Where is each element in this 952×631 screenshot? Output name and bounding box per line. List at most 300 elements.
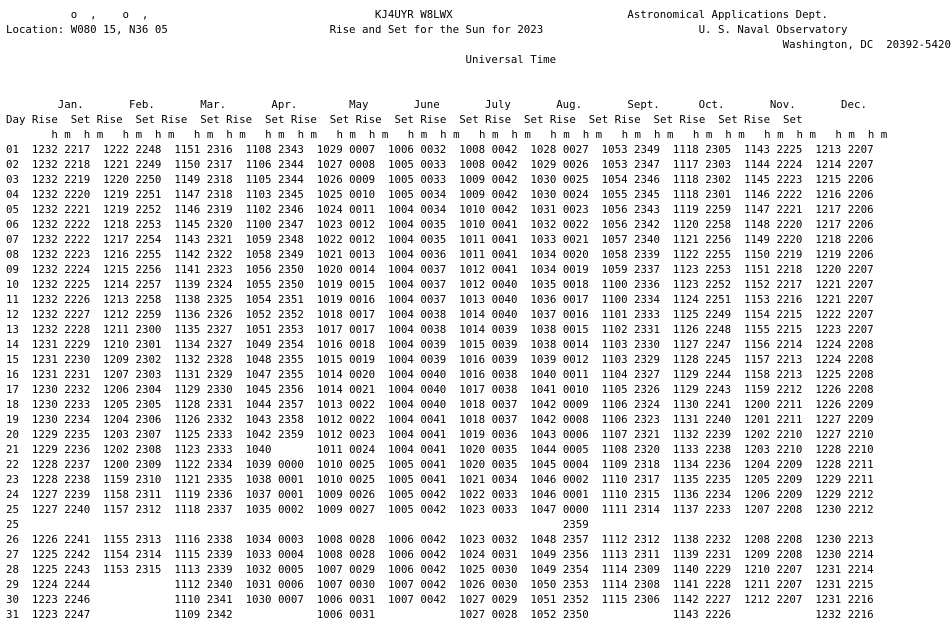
rise-time: 1108 xyxy=(245,143,272,156)
table-row xyxy=(6,337,951,352)
set-time: 2321 xyxy=(206,233,233,246)
rise-time: 1142 xyxy=(174,248,201,261)
rise-time: 1212 xyxy=(744,593,770,606)
rise-time: 1232 xyxy=(31,248,58,261)
day-number: 24 xyxy=(6,488,19,501)
set-time: 0038 xyxy=(491,368,518,381)
minute-unit: m xyxy=(491,128,499,141)
month-header-row xyxy=(6,97,951,112)
table-row xyxy=(6,157,951,172)
rise-time: 1027 xyxy=(459,608,486,621)
set-time: 0035 xyxy=(420,218,447,231)
set-time: 0041 xyxy=(491,248,518,261)
set-time: 0023 xyxy=(349,428,376,441)
set-time: 0024 xyxy=(562,188,589,201)
rise-time: 1149 xyxy=(744,233,770,246)
rise-time: 1110 xyxy=(601,473,628,486)
rise-time: 1200 xyxy=(744,398,770,411)
hour-unit: h xyxy=(796,128,804,141)
rise-time: 1122 xyxy=(174,458,201,471)
rise-time: 1004 xyxy=(388,293,414,306)
set-time: 2326 xyxy=(634,383,660,396)
set-time: 2337 xyxy=(206,503,233,516)
rise-time: 1054 xyxy=(245,293,272,306)
minute-unit: m xyxy=(206,128,214,141)
rise-time: 1221 xyxy=(815,278,842,291)
set-time: 2356 xyxy=(277,383,304,396)
set-time xyxy=(634,518,660,531)
rise-time: 1112 xyxy=(601,533,628,546)
rise-time: 1230 xyxy=(31,413,58,426)
set-time: 2210 xyxy=(847,428,874,441)
set-time: 2346 xyxy=(277,203,304,216)
set-time: 0025 xyxy=(562,173,589,186)
set-time: 0006 xyxy=(562,428,589,441)
set-time: 2214 xyxy=(776,338,803,351)
set-time: 2247 xyxy=(705,338,732,351)
set-time: 2303 xyxy=(135,368,162,381)
rise-time: 1121 xyxy=(174,473,201,486)
rise-time: 1203 xyxy=(103,428,130,441)
set-time: 2349 xyxy=(277,248,304,261)
set-time: 2208 xyxy=(847,353,874,366)
set-time xyxy=(278,608,304,621)
set-time: 2215 xyxy=(776,308,803,321)
rise-time: 1158 xyxy=(744,368,770,381)
set-time: 0015 xyxy=(562,323,589,336)
rise-time: 1131 xyxy=(672,413,699,426)
set-time: 2221 xyxy=(776,203,803,216)
rise-time: 1013 xyxy=(459,293,486,306)
set-time: 2239 xyxy=(64,488,91,501)
unit-label-row xyxy=(6,127,951,142)
set-time: 0037 xyxy=(420,278,447,291)
rise-time: 1030 xyxy=(245,593,272,606)
rise-time: 1007 xyxy=(388,593,414,606)
rise-time: 1040 xyxy=(245,443,272,456)
rise-time: 1019 xyxy=(316,278,343,291)
rise-time: 1154 xyxy=(103,548,130,561)
rise-time: 1136 xyxy=(672,488,699,501)
set-time: 2208 xyxy=(776,533,803,546)
set-label: Set xyxy=(718,113,738,126)
rise-time: 1120 xyxy=(672,218,699,231)
month-label: Mar. xyxy=(187,98,246,111)
rise-time: 1201 xyxy=(744,413,770,426)
rise-time xyxy=(103,608,129,621)
set-time: 2358 xyxy=(277,413,304,426)
set-time: 2255 xyxy=(705,248,732,261)
set-time: 2307 xyxy=(135,428,162,441)
rise-time: 1218 xyxy=(103,218,130,231)
rise-time: 1011 xyxy=(459,233,486,246)
rise-time: 1146 xyxy=(174,203,201,216)
rise-time xyxy=(246,608,272,621)
rise-time: 1150 xyxy=(744,248,770,261)
rise-time: 1230 xyxy=(31,398,58,411)
set-time: 2215 xyxy=(776,323,803,336)
day-number: 27 xyxy=(6,548,19,561)
header-line-1 xyxy=(6,7,951,22)
table-row xyxy=(6,427,951,442)
rise-time: 1230 xyxy=(815,548,842,561)
set-time: 0038 xyxy=(420,308,447,321)
rise-time: 1232 xyxy=(31,323,58,336)
set-time: 2206 xyxy=(847,188,874,201)
set-time: 0035 xyxy=(420,233,447,246)
set-time: 2322 xyxy=(206,248,233,261)
set-time: 2312 xyxy=(135,503,162,516)
rise-time: 1204 xyxy=(103,413,130,426)
set-time: 0033 xyxy=(491,488,518,501)
table-row xyxy=(6,487,951,502)
month-label: Oct. xyxy=(685,98,744,111)
hour-unit: h xyxy=(440,128,447,141)
rise-time: 1125 xyxy=(174,428,201,441)
rise-label: Rise xyxy=(226,113,253,126)
set-time: 2233 xyxy=(64,398,91,411)
set-time: 2243 xyxy=(64,563,91,576)
day-number: 15 xyxy=(6,353,19,366)
rise-time: 1217 xyxy=(815,203,842,216)
rise-time: 1023 xyxy=(459,503,486,516)
set-time: 0028 xyxy=(349,548,376,561)
set-time: 2206 xyxy=(847,233,874,246)
set-time: 2213 xyxy=(776,368,803,381)
set-time: 2342 xyxy=(206,608,233,621)
set-time: 2222 xyxy=(64,218,91,231)
rise-time: 1005 xyxy=(388,473,414,486)
rise-time: 1155 xyxy=(744,323,770,336)
rise-time: 1225 xyxy=(31,563,58,576)
table-row xyxy=(6,142,951,157)
rise-time: 1056 xyxy=(601,218,628,231)
table-row xyxy=(6,217,951,232)
set-time: 2222 xyxy=(776,188,803,201)
rise-time: 1211 xyxy=(744,578,770,591)
rise-time: 1049 xyxy=(530,563,557,576)
table-row xyxy=(6,562,951,577)
rise-time: 1103 xyxy=(601,338,628,351)
rise-time: 1232 xyxy=(31,233,58,246)
set-time: 0012 xyxy=(349,233,376,246)
rise-time: 1110 xyxy=(601,488,628,501)
set-time: 2306 xyxy=(634,593,660,606)
set-time: 2258 xyxy=(135,293,162,306)
rise-time: 1130 xyxy=(672,398,699,411)
rise-time: 1023 xyxy=(316,218,343,231)
table-row xyxy=(6,307,951,322)
rise-time: 1129 xyxy=(672,383,699,396)
hour-unit: h xyxy=(368,128,376,141)
set-time: 0012 xyxy=(562,353,589,366)
rise-time: 1046 xyxy=(530,473,557,486)
rise-time: 1051 xyxy=(245,323,272,336)
table-row xyxy=(6,397,951,412)
rise-time: 1132 xyxy=(672,428,699,441)
rise-time: 1119 xyxy=(672,203,699,216)
rise-time: 1048 xyxy=(245,353,272,366)
set-time: 0023 xyxy=(562,203,589,216)
set-time: 2327 xyxy=(206,323,233,336)
set-time xyxy=(278,518,304,531)
hour-unit: h xyxy=(51,128,58,141)
set-time: 0026 xyxy=(349,488,376,501)
rise-time: 1206 xyxy=(103,383,130,396)
rise-time: 1214 xyxy=(103,278,130,291)
set-time: 2246 xyxy=(64,593,91,606)
rise-time xyxy=(459,518,485,531)
rise-time: 1118 xyxy=(672,188,699,201)
rise-time: 1138 xyxy=(672,533,699,546)
rise-time: 1029 xyxy=(530,158,557,171)
set-time: 2207 xyxy=(847,323,874,336)
rise-label: Rise xyxy=(614,113,641,126)
minute-unit: m xyxy=(64,128,71,141)
set-time: 2349 xyxy=(634,143,660,156)
set-time: 0034 xyxy=(420,188,447,201)
rise-time: 1053 xyxy=(601,158,628,171)
minute-unit: m xyxy=(777,128,784,141)
set-time: 2209 xyxy=(776,473,803,486)
rise-time: 1038 xyxy=(530,323,557,336)
rise-time: 1100 xyxy=(601,293,628,306)
minute-unit: m xyxy=(453,128,460,141)
rise-time: 1004 xyxy=(388,248,414,261)
rise-time: 1225 xyxy=(815,368,842,381)
rise-time: 1230 xyxy=(31,383,58,396)
rise-time: 1105 xyxy=(245,173,272,186)
set-time: 0039 xyxy=(491,353,518,366)
rise-time: 1015 xyxy=(316,353,343,366)
rise-time: 1122 xyxy=(672,248,699,261)
minute-unit: m xyxy=(524,128,531,141)
rise-time: 1045 xyxy=(245,383,272,396)
set-label: Set xyxy=(70,113,91,126)
hour-unit: h xyxy=(479,128,486,141)
rise-time xyxy=(602,518,628,531)
rise-time: 1223 xyxy=(31,593,58,606)
set-time: 2247 xyxy=(64,608,91,621)
rise-label: Rise xyxy=(549,113,576,126)
set-time: 2243 xyxy=(705,383,732,396)
rise-time: 1143 xyxy=(744,143,770,156)
rise-time: 1034 xyxy=(530,248,557,261)
hour-unit: h xyxy=(336,128,343,141)
set-time: 2351 xyxy=(277,293,304,306)
day-number: 02 xyxy=(6,158,19,171)
set-time: 0005 xyxy=(562,443,589,456)
rise-time: 1004 xyxy=(388,323,414,336)
set-time: 2238 xyxy=(64,473,91,486)
set-time: 0041 xyxy=(491,233,518,246)
rise-time: 1031 xyxy=(530,203,557,216)
set-time: 2229 xyxy=(64,338,91,351)
set-time: 2355 xyxy=(277,368,304,381)
set-time: 0012 xyxy=(349,218,376,231)
rise-time: 1026 xyxy=(459,578,486,591)
rise-time: 1117 xyxy=(672,158,699,171)
table-row xyxy=(6,292,951,307)
set-time: 0042 xyxy=(420,593,447,606)
day-number: 14 xyxy=(6,338,19,351)
rise-time: 1058 xyxy=(245,248,272,261)
rise-time: 1232 xyxy=(815,608,842,621)
rise-time: 1005 xyxy=(388,158,414,171)
rise-time: 1004 xyxy=(388,278,414,291)
rise-time: 1030 xyxy=(530,188,557,201)
rise-time: 1042 xyxy=(530,398,557,411)
rise-time: 1207 xyxy=(103,368,130,381)
rise-time: 1222 xyxy=(103,143,130,156)
set-time: 2353 xyxy=(562,578,589,591)
set-time: 2341 xyxy=(206,593,233,606)
rise-time: 1159 xyxy=(103,473,130,486)
set-time: 2324 xyxy=(206,278,233,291)
rise-time: 1113 xyxy=(601,548,628,561)
set-time: 2355 xyxy=(277,353,304,366)
set-time: 0031 xyxy=(349,608,376,621)
rise-time xyxy=(602,608,628,621)
minute-unit: m xyxy=(310,128,318,141)
set-time: 2300 xyxy=(135,323,162,336)
table-row xyxy=(6,442,951,457)
set-time: 2302 xyxy=(135,353,162,366)
set-time: 0041 xyxy=(491,218,518,231)
set-time: 0024 xyxy=(349,443,376,456)
rise-time: 1037 xyxy=(245,488,272,501)
day-number: 12 xyxy=(6,308,19,321)
set-time: 0042 xyxy=(420,488,447,501)
rise-label: Rise xyxy=(420,113,447,126)
rise-time: 1035 xyxy=(530,278,557,291)
set-time: 2357 xyxy=(562,533,589,546)
set-time: 2257 xyxy=(135,278,162,291)
rise-time: 1032 xyxy=(530,218,557,231)
rise-time: 1034 xyxy=(530,263,557,276)
rise-time: 1006 xyxy=(388,143,414,156)
set-time: 2340 xyxy=(206,578,233,591)
day-number: 25 xyxy=(6,518,19,531)
set-time: 0042 xyxy=(491,158,518,171)
table-row xyxy=(6,262,951,277)
day-number: 01 xyxy=(6,143,19,156)
month-label: May xyxy=(329,98,388,111)
month-label: Jan. xyxy=(44,98,104,111)
rise-time: 1050 xyxy=(530,578,557,591)
set-time: 2224 xyxy=(776,158,803,171)
set-time: 2234 xyxy=(64,413,91,426)
table-row xyxy=(6,517,951,532)
rise-time: 1232 xyxy=(31,158,58,171)
rise-time: 1142 xyxy=(672,593,699,606)
rise-time: 1219 xyxy=(103,203,130,216)
set-time: 0036 xyxy=(420,248,447,261)
set-time: 2217 xyxy=(64,143,91,156)
set-time: 2208 xyxy=(847,368,874,381)
set-time: 2214 xyxy=(847,548,874,561)
day-number: 19 xyxy=(6,413,19,426)
set-time: 0002 xyxy=(562,473,589,486)
set-time: 0037 xyxy=(491,398,518,411)
set-time: 0042 xyxy=(420,533,447,546)
rise-time: 1232 xyxy=(31,173,58,186)
rise-time: 1058 xyxy=(601,248,628,261)
rise-time: 1215 xyxy=(815,173,842,186)
set-time: 2356 xyxy=(562,548,589,561)
set-time: 2311 xyxy=(634,548,660,561)
rise-time: 1021 xyxy=(459,473,486,486)
set-time: 0027 xyxy=(349,503,376,516)
rise-time: 1231 xyxy=(815,563,842,576)
set-time: 2206 xyxy=(847,248,874,261)
rise-time: 1141 xyxy=(174,263,201,276)
rise-time: 1020 xyxy=(459,443,486,456)
set-time: 0042 xyxy=(420,578,447,591)
rise-time xyxy=(103,593,129,606)
day-number: 20 xyxy=(6,428,19,441)
set-time: 2331 xyxy=(206,398,233,411)
set-time: 2309 xyxy=(634,563,660,576)
rise-time: 1106 xyxy=(601,398,628,411)
set-time: 0010 xyxy=(349,188,376,201)
rise-time: 1208 xyxy=(744,533,770,546)
rise-time: 1027 xyxy=(316,158,343,171)
set-time: 2318 xyxy=(206,188,233,201)
set-time: 2308 xyxy=(634,578,660,591)
rise-time: 1129 xyxy=(174,383,201,396)
set-time: 2350 xyxy=(277,263,304,276)
rise-time: 1232 xyxy=(31,218,58,231)
set-time: 2320 xyxy=(206,218,233,231)
rise-time: 1145 xyxy=(744,173,770,186)
rise-time: 1010 xyxy=(459,203,486,216)
rise-time xyxy=(673,518,699,531)
rise-time: 1123 xyxy=(672,278,699,291)
hour-unit: h xyxy=(692,128,700,141)
rise-time: 1124 xyxy=(672,293,699,306)
rise-time: 1232 xyxy=(31,278,58,291)
rise-time: 1102 xyxy=(601,323,628,336)
set-time: 2339 xyxy=(206,548,233,561)
set-time: 0008 xyxy=(562,413,589,426)
rise-time: 1004 xyxy=(388,398,414,411)
set-time: 2206 xyxy=(847,203,874,216)
hour-unit: h xyxy=(725,128,732,141)
rise-time: 1149 xyxy=(174,173,201,186)
rise-time: 1010 xyxy=(316,458,343,471)
set-time: 2235 xyxy=(64,428,91,441)
rise-time xyxy=(103,518,129,531)
set-time: 0006 xyxy=(277,578,304,591)
table-row xyxy=(6,577,951,592)
rise-label: Rise xyxy=(31,113,58,126)
blank-line xyxy=(6,82,951,97)
set-time: 2253 xyxy=(135,218,162,231)
set-time: 2206 xyxy=(847,173,874,186)
set-time: 2251 xyxy=(705,293,732,306)
rise-time: 1229 xyxy=(31,443,58,456)
day-number: 05 xyxy=(6,203,19,216)
rise-time: 1007 xyxy=(316,563,343,576)
rise-time: 1232 xyxy=(31,188,58,201)
minute-unit: m xyxy=(349,128,356,141)
station-callsign: KJ4UYR W8LWX xyxy=(374,8,453,21)
set-time: 2343 xyxy=(634,203,660,216)
rise-time xyxy=(744,518,770,531)
rise-time: 1007 xyxy=(388,578,414,591)
rise-time: 1104 xyxy=(601,368,628,381)
